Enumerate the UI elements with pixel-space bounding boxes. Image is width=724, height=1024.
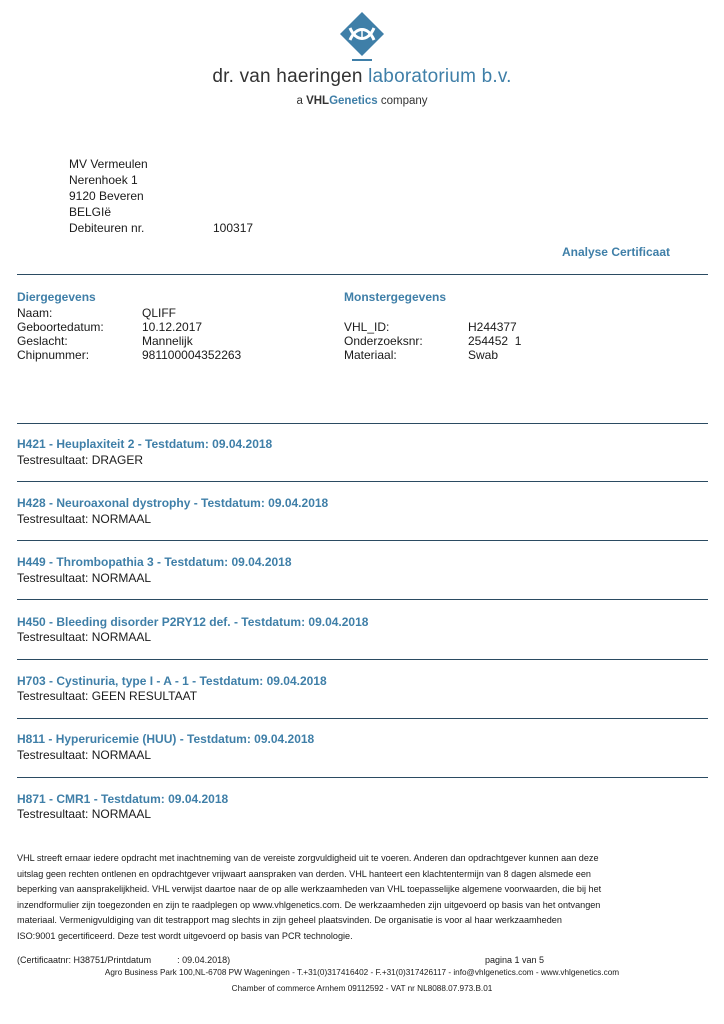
address-line: BELGIë — [69, 205, 112, 219]
animal-value: 10.12.2017 — [142, 320, 203, 334]
sample-data — [344, 320, 644, 366]
divider — [17, 718, 708, 719]
parent-suffix: company — [377, 95, 428, 107]
divider — [17, 540, 708, 541]
test-result: Testresultaat: NORMAAL — [17, 630, 152, 644]
disclaimer-line: ISO:9001 gecertificeerd. Deze test wordt uitgevoerd op basis van PCR technologie. — [17, 930, 353, 941]
animal-value: 981100004352263 — [142, 348, 242, 362]
divider — [17, 599, 708, 600]
divider — [17, 659, 708, 660]
divider — [17, 274, 708, 275]
test-result: Testresultaat: NORMAAL — [17, 571, 152, 585]
debiteur-label: Debiteuren nr. — [69, 221, 145, 235]
test-result: Testresultaat: NORMAAL — [17, 512, 152, 526]
debiteur-value: 100317 — [213, 221, 254, 235]
disclaimer-line: materiaal. Vermenigvuldiging van dit testrapport mag slechts in zijn geheel plaatsvinden. De organisatie is voor al haar werkzaamheden — [17, 915, 562, 926]
test-title: H421 - Heuplaxiteit 2 - Testdatum: 09.04.2018 — [17, 437, 273, 451]
test-title: H449 - Thrombopathia 3 - Testdatum: 09.04.2018 — [17, 555, 292, 569]
sample-value: Swab — [468, 348, 499, 362]
test-result: Testresultaat: NORMAAL — [17, 807, 152, 821]
sample-value: H244377 — [468, 320, 517, 334]
animal-label: Naam: — [17, 306, 53, 320]
disclaimer-line: VHL streeft ernaar iedere opdracht met inachtneming van de vereiste zorgvuldigheid uit te voeren. Anderen dan opdrachtgever kunnen aan deze — [17, 853, 599, 863]
test-result: Testresultaat: DRAGER — [17, 453, 144, 467]
sample-label: Materiaal: — [344, 348, 397, 362]
animal-label: Geboortedatum: — [17, 320, 104, 334]
test-result: Testresultaat: NORMAAL — [17, 748, 152, 762]
certificate-number-text: (Certificaatnr: H38751/Printdatum — [17, 955, 152, 965]
address-line: Nerenhoek 1 — [69, 173, 138, 187]
sample-label: Onderzoeksnr: — [344, 334, 423, 348]
parent-vhl: VHL — [306, 95, 330, 107]
disclaimer-line: inzendformulier zijn toegezonden en zijn te raadplegen op www.vhlgenetics.com. De werkzaamheden zijn uitgevoerd op basis van het ontvangen — [17, 899, 601, 910]
sample-value: 254452 1 — [468, 334, 522, 348]
parent-company — [0, 95, 724, 107]
parent-genetics: Genetics — [329, 95, 378, 107]
animal-heading: Diergegevens — [17, 290, 96, 304]
company-name-part2: laboratorium b.v. — [368, 66, 512, 87]
certificate-number — [17, 955, 230, 965]
company-logo-icon — [338, 10, 386, 66]
test-title: H450 - Bleeding disorder P2RY12 def. - Testdatum: 09.04.2018 — [17, 615, 369, 629]
footer-chamber: Chamber of commerce Arnhem 09112592 - VAT nr NL8088.07.973.B.01 — [231, 984, 493, 993]
disclaimer-line: beperking van aansprakelijkheid. VHL verwijst daartoe naar de op alle werkzaamheden van VHL toepasselijke algemene voorwaarden, die bij het — [17, 884, 602, 895]
footer-address: Agro Business Park 100,NL-6708 PW Wageningen - T.+31(0)317416402 - F.+31(0)317426117 - info@vhlgenetics.com - www.vhlgenetics.com — [104, 968, 620, 977]
certificate-title: Analyse Certificaat — [561, 245, 670, 259]
test-title: H811 - Hyperuricemie (HUU) - Testdatum: 09.04.2018 — [17, 732, 315, 746]
animal-label: Geslacht: — [17, 334, 68, 348]
disclaimer-line: uitslag geen rechten ontlenen en opdrachtgever vrijwaart aanspraken van derden. VHL hanteert een klachtentermijn van 8 dagen alsmede een — [17, 868, 591, 879]
test-title: H703 - Cystinuria, type I - A - 1 - Testdatum: 09.04.2018 — [17, 674, 327, 688]
animal-value: QLIFF — [142, 306, 177, 320]
divider — [17, 423, 708, 424]
debiteur-row — [69, 220, 254, 236]
parent-prefix: a — [296, 95, 307, 107]
company-name-part1: dr. van haeringen — [212, 66, 369, 87]
sample-label: VHL_ID: — [344, 320, 390, 334]
address-line: 9120 Beveren — [69, 189, 144, 203]
sample-heading: Monstergegevens — [344, 290, 447, 304]
divider — [17, 777, 708, 778]
recipient-address — [69, 156, 254, 236]
test-result: Testresultaat: GEEN RESULTAAT — [17, 689, 198, 703]
divider — [17, 481, 708, 482]
page-number: pagina 1 van 5 — [485, 955, 545, 965]
print-date: : 09.04.2018) — [177, 955, 231, 965]
animal-value: Mannelijk — [142, 334, 193, 348]
test-title: H871 - CMR1 - Testdatum: 09.04.2018 — [17, 792, 229, 806]
animal-label: Chipnummer: — [17, 348, 90, 362]
address-line: MV Vermeulen — [69, 157, 148, 171]
company-name — [0, 66, 724, 88]
disclaimer — [17, 851, 709, 945]
animal-data — [17, 306, 317, 366]
test-title: H428 - Neuroaxonal dystrophy - Testdatum: 09.04.2018 — [17, 496, 329, 510]
